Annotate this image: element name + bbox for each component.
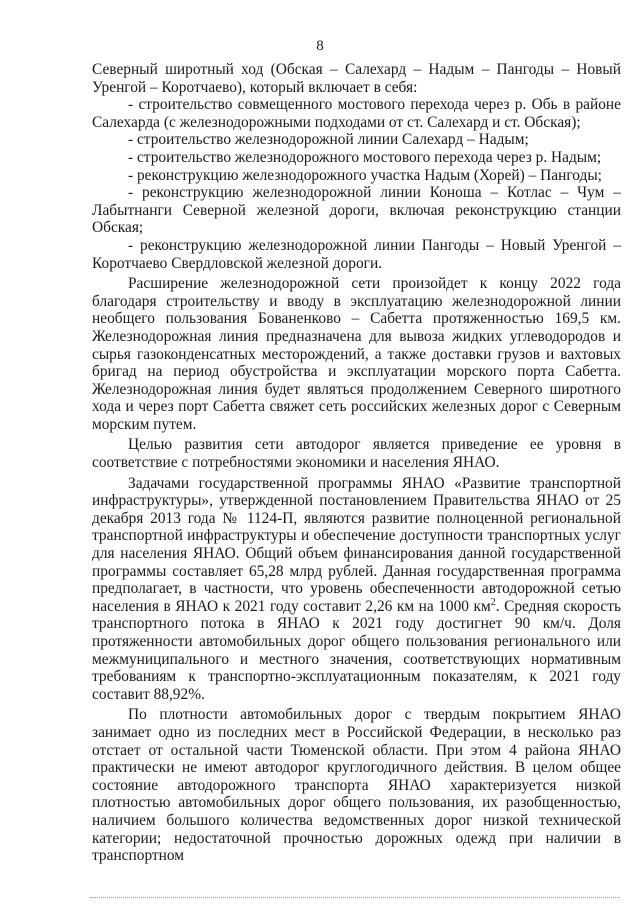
paragraph-road-goal: Целью развития сети автодорог является приведение ее уровня в соответствие с потребностями экономики и населения ЯНАО. [92, 436, 621, 472]
paragraph-continuation: Северный широтный ход (Обская – Салехард – Надым – Пангоды – Новый Уренгой – Коротчаево), который включает в себя: [92, 61, 621, 96]
paragraph-program-tasks-text: Задачами государственной программы ЯНАО «Развитие транспортной инфраструктуры», утвержденной постановлением Правительства ЯНАО от 25 декабря 2013 года № 1124-П, являются развитие полноценной региональной транспортной инфраструктуры и обеспечение доступности транспортных услуг для населения ЯНАО. Общий объем финансирования данной государственной программы составляет 65,28 млрд рублей. Данная государственная программа предполагает, в частности, что уровень обеспеченности автодорожной сетью населения в ЯНАО к 2021 году составит 2,26 км на 1000 км [92, 474, 621, 615]
paragraph-program-tasks-tail: . Средняя скорость транспортного потока в ЯНАО к 2021 году достигнет 90 км/ч. Доля протяженности автомобильных дорог общего пользования регионального или межмуниципального и местного значения, соответствующих нормативным требованиям к транспортно-эксплуатационным показателям, к 2021 году составит 88,92%. [92, 597, 621, 703]
list-item-nadym-bridge: - строительство железнодорожного мостового перехода через р. Надым; [128, 148, 602, 166]
list-item-nadym-pangody: - реконструкцию железнодорожного участка Надым (Хорей) – Пангоды; [128, 166, 602, 184]
list-item-salekhard-nadym-line: - строительство железнодорожной линии Салехард – Надым; [128, 131, 529, 149]
list-item-obs-bridge: - строительство совмещенного мостового перехода через р. Обь в районе Салехарда (с железнодорожными подходами от ст. Салехард и ст. Обская); [92, 96, 621, 131]
list-item-pangody-korotchaevo: - реконструкцию железнодорожной линии Пангоды – Новый Уренгой – Коротчаево Свердловской железной дороги. [92, 236, 621, 272]
paragraph-railway-expansion: Расширение железнодорожной сети произойдет к концу 2022 года благодаря строительству и вводу в эксплуатацию железнодорожной линии необщего пользования Бованенково – Сабетта протяженностью 169,5 км. Железнодорожная линия предназначена для вывоза жидких углеводородов и сырья газоконденсатных месторождений, а также доставки грузов и вахтовых бригад на период обустройства и эксплуатации морского порта Сабетта. Железнодорожная линия будет являться продолжением Северного широтного хода и через порт Сабетта свяжет сеть российских железных дорог с Северным морским путем. [92, 275, 621, 433]
list-item-konosha-labytnangi: - реконструкцию железнодорожной линии Коноша – Котлас – Чум – Лабытнанги Северной железной дороги, включая реконструкцию станции Обская; [92, 184, 621, 237]
paragraph-road-density: По плотности автомобильных дорог с твердым покрытием ЯНАО занимает одно из последних мест в Российской Федерации, в несколько раз отстает от остальной части Тюменской области. При этом 4 района ЯНАО практически не имеют автодорог круглогодичного действия. В целом общее состояние автодорожного транспорта ЯНАО характеризуется низкой плотностью автомобильных дорог общего пользования, их разобщенностью, наличием большого количества ведомственных дорог низкой технической категории; недостаточной прочностью дорожных одежд при наличии в транспортном [92, 706, 621, 865]
superscript-squared: 2 [490, 596, 496, 608]
scan-edge-line [90, 897, 620, 898]
page-number: 8 [316, 38, 324, 54]
document-body [92, 61, 621, 865]
paragraph-program-tasks [92, 475, 621, 704]
